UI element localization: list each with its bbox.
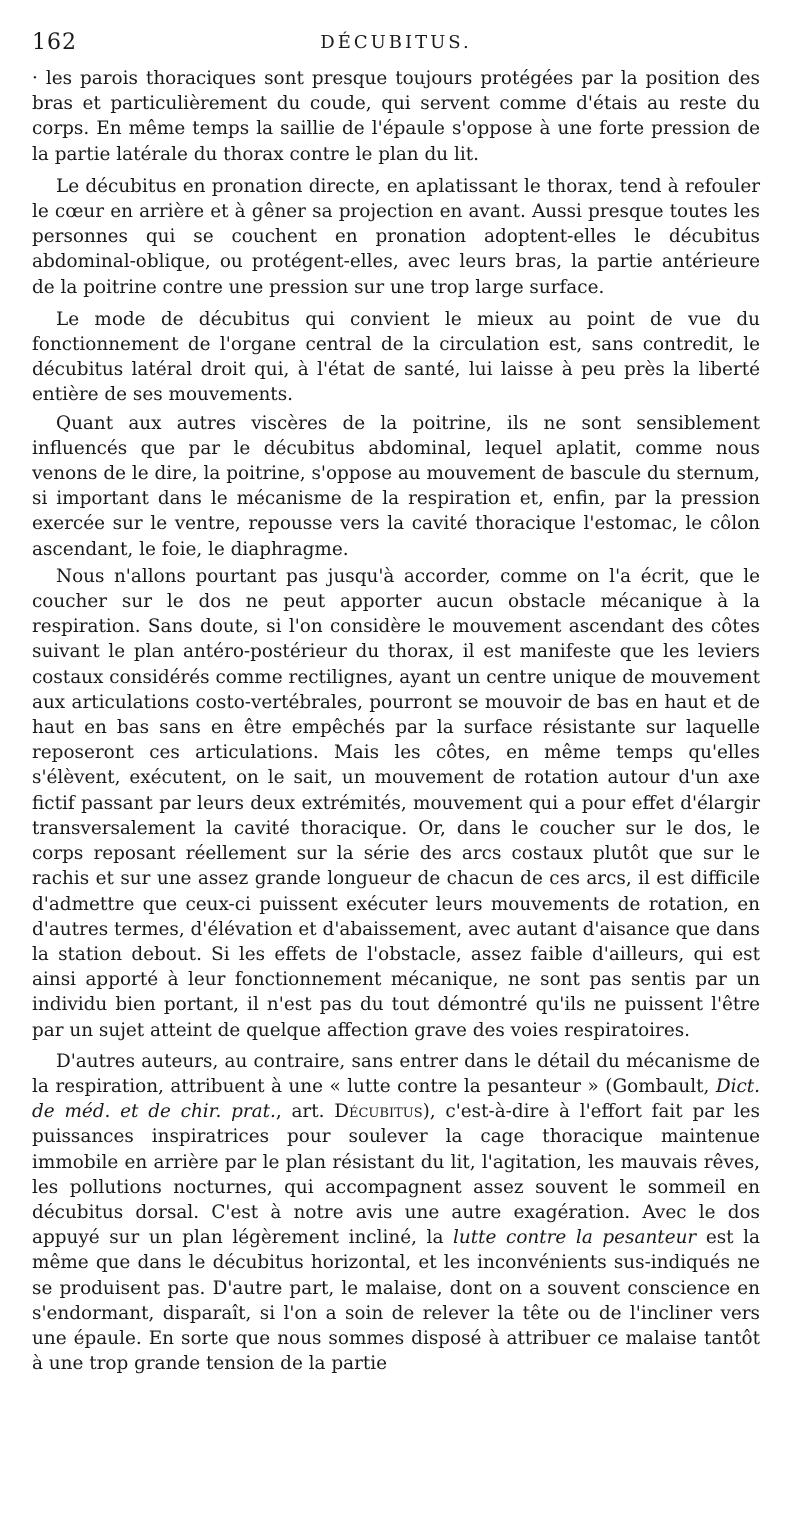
paragraph: Nous n'allons pourtant pas jusqu'à accorder, comme on l'a écrit, que le coucher sur le dos ne peut apporter aucun obstacle mécanique à la respiration. Sans doute, si l'on considère le mouvement ascendant des côtes suivant le plan antéro-postérieur du thorax, il est manifeste que les leviers costaux considérés comme rectilignes, ayant un centre unique de mouvement aux articulations costo-vertébrales, pourront se mouvoir de bas en haut et de haut en bas sans en être empêchés par la surface résistante sur laquelle reposeront ces articulations. Mais les côtes, en même temps qu'elles s'élèvent, exécutent, on le sait, un mouvement de rotation autour d'un axe fictif passant par leurs deux extrémités, mouvement qui a pour effet d'élargir transversalement la cavité thoracique. Or, dans le coucher sur le dos, le corps reposant réellement sur la série des arcs costaux plutôt que sur le rachis et sur une assez grande longueur de chacun de ces arcs, il est difficile d'admettre que ceux-ci puissent exécuter leurs mouvements de rotation, en d'autres termes, d'élévation et d'abaissement, avec autant d'aisance que dans la station debout. Si les effets de l'obstacle, assez faible d'ailleurs, qui est ainsi apporté à leur fonctionnement mécanique, ne sont pas sentis par un individu bien portant, il n'est pas du tout démontré qu'ils ne puissent l'être par un sujet atteint de quelque affection grave des voies respiratoires. bbox=[32, 565, 760, 1041]
paragraph-text: , art. bbox=[275, 1101, 335, 1123]
paragraph-text: D'autres auteurs, au contraire, sans entrer dans le détail du mécanisme de la respiration, attribuent à une « lutte contre la pesanteur » (Gombault, bbox=[32, 1050, 760, 1097]
paragraph: Quant aux autres viscères de la poitrine, ils ne sont sensiblement influencés que par le décubitus abdominal, lequel aplatit, comme nous venons de le dire, la poitrine, s'oppose au mouvement de bascule du sternum, si important dans le mécanisme de la respiration et, enfin, par la pression exercée sur le ventre, repousse vers la cavité thoracique l'estomac, le côlon ascendant, le foie, le diaphragme. bbox=[32, 412, 760, 560]
paragraph-text: ), c'est-à-dire à l'effort fait par les puissances inspiratrices pour soulever la cage thoracique maintenue immobile en arrière par le plan résistant du lit, l'agitation, les mauvais rêves, les pollutions nocturnes, qui accompagnent assez souvent le sommeil en décubitus dorsal. C'est à notre avis une autre exagération. Avec le dos appuyé sur un plan légèrement incliné, la bbox=[32, 1101, 760, 1249]
paragraph: Le décubitus en pronation directe, en aplatissant le thorax, tend à refouler le cœur en arrière et à gêner sa projection en avant. Aussi presque toutes les personnes qui se couchent en pronation adoptent-elles le décubitus abdominal-oblique, ou protégent-elles, avec leurs bras, la partie antérieure de la poitrine contre une pression sur une trop large surface. bbox=[32, 175, 760, 298]
paragraph-text: est la même que dans le décubitus horizontal, et les inconvénients sus-indiqués ne se produisent pas. D'autre part, le malaise, dont on a souvent conscience en s'endormant, disparaît, si l'on a soin de relever la tête ou de l'incliner vers une épaule. En sorte que nous sommes disposé à attribuer ce malaise tantôt à une trop grande tension de la partie bbox=[32, 1227, 761, 1375]
body-text bbox=[32, 66, 760, 1376]
paragraph: Le mode de décubitus qui convient le mieux au point de vue du fonctionnement de l'organe central de la circulation est, sans contredit, le décubitus latéral droit qui, à l'état de santé, lui laisse à peu près la liberté entière de ses mouvements. bbox=[32, 308, 760, 406]
page-number: 162 bbox=[32, 30, 77, 55]
cited-article: Décubitus bbox=[334, 1101, 423, 1123]
paragraph bbox=[32, 1049, 760, 1377]
page-header bbox=[32, 30, 760, 60]
paragraph: · les parois thoraciques sont presque toujours protégées par la position des bras et particulièrement du coude, qui servent comme d'étais au reste du corps. En même temps la saillie de l'épaule s'oppose à une forte pression de la partie latérale du thorax contre le plan du lit. bbox=[32, 68, 760, 165]
italic-phrase: lutte contre la pesanteur bbox=[453, 1227, 697, 1249]
citation-title: Dict. de méd. et de chir. prat. bbox=[32, 1075, 760, 1123]
running-head: DÉCUBITUS. bbox=[320, 32, 472, 53]
